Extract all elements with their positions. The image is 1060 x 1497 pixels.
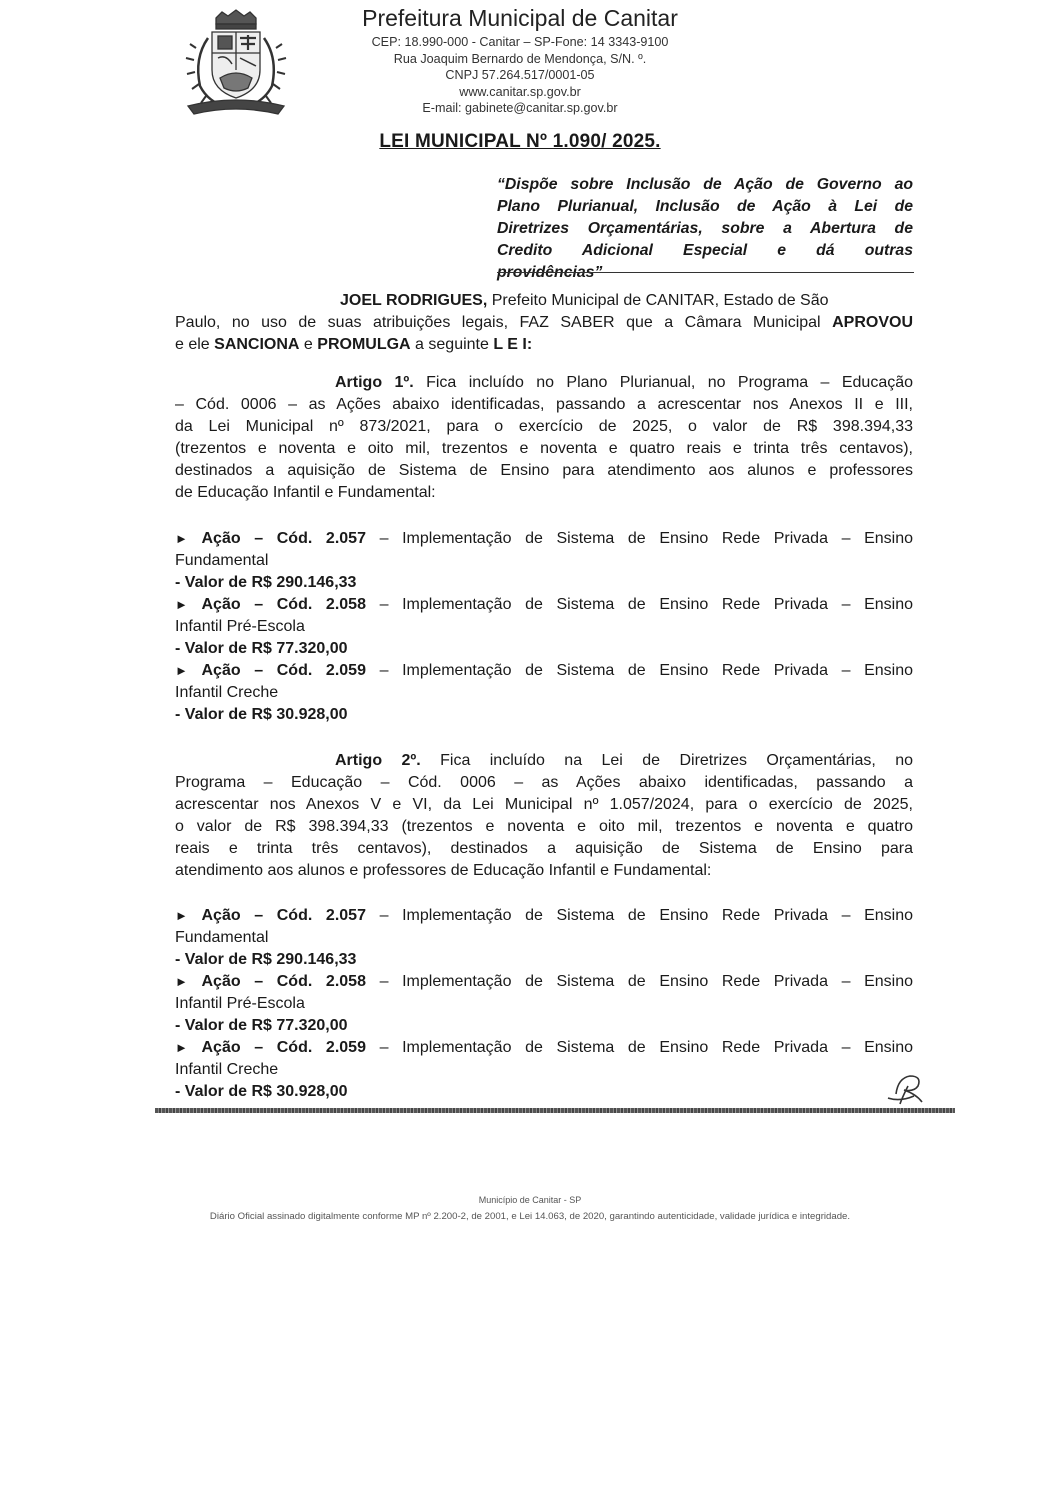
- action-code: 2.059: [325, 662, 366, 679]
- action-value: [175, 1015, 913, 1037]
- preamble-bold: APROVOU: [832, 314, 913, 331]
- signature-mark: [880, 1068, 940, 1108]
- action-code: 2.058: [325, 596, 366, 613]
- preamble-text: e: [299, 336, 318, 353]
- header-street: Rua Joaquim Bernardo de Mendonça, S/N. º.: [393, 51, 647, 66]
- article-line: destinados a aquisição de Sistema de Ensino para atendimento aos alunos e professores: [175, 462, 913, 479]
- article-line: de Educação Infantil e Fundamental:: [175, 484, 436, 501]
- action-line: Infantil Pré-Escola: [175, 995, 305, 1012]
- action-label: Ação – Cód.: [201, 662, 313, 679]
- action-label: Ação – Cód.: [201, 596, 313, 613]
- article-line: Programa – Educação – Cód. 0006 – as Ações abaixo identificadas, passando a: [175, 774, 913, 791]
- action-label: Ação – Cód.: [201, 1039, 313, 1056]
- preamble-line: [175, 334, 913, 356]
- action-value: [175, 704, 913, 726]
- header-website: www.canitar.sp.gov.br: [459, 84, 581, 99]
- action-line: [175, 905, 913, 927]
- action-desc: – Implementação de Sistema de Ensino Rede Privada – Ensino: [365, 907, 914, 924]
- preamble-text: Paulo, no uso de suas atribuições legais, FAZ SABER que a Câmara Municipal: [175, 314, 833, 331]
- ementa-line: Diretrizes Orçamentárias, sobre a Abertura de: [497, 220, 913, 237]
- action-value: [175, 638, 913, 660]
- actions-list: [175, 528, 913, 726]
- action-line: Fundamental: [175, 552, 269, 569]
- preamble-text: Prefeito Municipal de CANITAR, Estado de São: [487, 292, 829, 309]
- ementa-line: “Dispõe sobre Inclusão de Ação de Governo ao: [497, 176, 913, 193]
- article-1: [175, 372, 913, 504]
- action-value-text: - Valor de R$ 30.928,00: [175, 706, 348, 723]
- arrow-icon: ►: [175, 597, 188, 612]
- action-line: Infantil Pré-Escola: [175, 618, 305, 635]
- page-bottom-rule: [155, 1108, 955, 1113]
- preamble-bold: SANCIONA: [214, 336, 300, 353]
- action-desc: – Implementação de Sistema de Ensino Rede Privada – Ensino: [365, 662, 914, 679]
- article-label: Artigo 2º.: [335, 752, 421, 769]
- action-code: 2.059: [325, 1039, 366, 1056]
- arrow-icon: ►: [175, 908, 188, 923]
- action-value-text: - Valor de R$ 30.928,00: [175, 1083, 348, 1100]
- action-value-text: - Valor de R$ 290.146,33: [175, 951, 357, 968]
- ementa: [497, 174, 913, 284]
- preamble-line: [175, 312, 913, 334]
- action-desc: – Implementação de Sistema de Ensino Rede Privada – Ensino: [365, 596, 914, 613]
- footer-municipality: Município de Canitar - SP: [478, 1195, 582, 1205]
- action-value: [175, 1081, 913, 1103]
- action-line: [175, 971, 913, 993]
- action-line: [175, 660, 913, 682]
- article-text: Fica incluído na Lei de Diretrizes Orçamentárias, no: [420, 752, 914, 769]
- arrow-icon: ►: [175, 663, 188, 678]
- action-code: 2.057: [325, 907, 366, 924]
- preamble-text: e ele: [175, 336, 215, 353]
- action-value-text: - Valor de R$ 290.146,33: [175, 574, 357, 591]
- preamble-bold: PROMULGA: [317, 336, 411, 353]
- action-label: Ação – Cód.: [201, 530, 313, 547]
- law-title: LEI MUNICIPAL Nº 1.090/ 2025.: [379, 131, 661, 152]
- action-line: [175, 594, 913, 616]
- action-desc: – Implementação de Sistema de Ensino Rede Privada – Ensino: [365, 973, 914, 990]
- header-email: E-mail: gabinete@canitar.sp.gov.br: [422, 101, 618, 115]
- action-line: Infantil Creche: [175, 1061, 279, 1078]
- action-desc: – Implementação de Sistema de Ensino Rede Privada – Ensino: [365, 530, 914, 547]
- preamble: [175, 290, 913, 356]
- preamble-text: a seguinte: [410, 336, 494, 353]
- arrow-icon: ►: [175, 974, 188, 989]
- ementa-line: Credito Adicional Especial e dá outras: [497, 242, 913, 259]
- action-label: Ação – Cód.: [201, 907, 313, 924]
- article-line: reais e trinta três centavos), destinados a aquisição de Sistema de Ensino para: [175, 840, 913, 857]
- action-line: Infantil Creche: [175, 684, 279, 701]
- article-line: – Cód. 0006 – as Ações abaixo identificadas, passando a acrescentar nos Anexos II e III,: [175, 396, 913, 413]
- action-value-text: - Valor de R$ 77.320,00: [175, 640, 348, 657]
- action-code: 2.057: [325, 530, 366, 547]
- article-line: da Lei Municipal nº 873/2021, para o exercício de 2025, o valor de R$ 398.394,33: [175, 418, 913, 435]
- arrow-icon: ►: [175, 1040, 188, 1055]
- header-address-cep: CEP: 18.990-000 - Canitar – SP-Fone: 14 3343-9100: [371, 35, 669, 49]
- action-line: [175, 528, 913, 550]
- preamble-line: [175, 290, 913, 312]
- article-line: (trezentos e noventa e oito mil, trezentos e noventa e quatro reais e trinta três centavos),: [175, 440, 913, 457]
- ementa-line: providências”: [497, 264, 603, 281]
- action-label: Ação – Cód.: [201, 973, 313, 990]
- article-line: o valor de R$ 398.394,33 (trezentos e noventa e oito mil, trezentos e noventa e quatro: [175, 818, 913, 835]
- article-line: [175, 372, 913, 394]
- footer-digital-signature-note: Diário Oficial assinado digitalmente conforme MP nº 2.200-2, de 2001, e Lei 14.063, de 2020, garantindo autenticidade, validade jurídica e integridade.: [209, 1211, 851, 1222]
- article-label: Artigo 1º.: [335, 374, 414, 391]
- action-line: Fundamental: [175, 929, 269, 946]
- municipal-crest-logo: [178, 8, 294, 120]
- action-value-text: - Valor de R$ 77.320,00: [175, 1017, 348, 1034]
- action-value: [175, 949, 913, 971]
- article-2: [175, 750, 913, 882]
- article-line: atendimento aos alunos e professores de Educação Infantil e Fundamental:: [175, 862, 712, 879]
- arrow-icon: ►: [175, 531, 188, 546]
- action-value: [175, 572, 913, 594]
- article-line: acrescentar nos Anexos V e VI, da Lei Municipal nº 1.057/2024, para o exercício de 2025,: [175, 796, 913, 813]
- preamble-bold: L E I:: [493, 336, 533, 353]
- city-hall-name: Prefeitura Municipal de Canitar: [362, 5, 678, 31]
- ementa-line: Plano Plurianual, Inclusão de Ação à Lei de: [497, 198, 913, 215]
- header-cnpj: CNPJ 57.264.517/0001-05: [445, 68, 595, 82]
- action-code: 2.058: [325, 973, 366, 990]
- mayor-name: JOEL RODRIGUES,: [340, 292, 488, 309]
- ementa-underline: [497, 272, 914, 273]
- action-desc: – Implementação de Sistema de Ensino Rede Privada – Ensino: [365, 1039, 914, 1056]
- header-contact: [300, 34, 740, 117]
- actions-list: [175, 905, 913, 1103]
- article-line: [175, 750, 913, 772]
- article-text: Fica incluído no Plano Plurianual, no Programa – Educação: [413, 374, 914, 391]
- action-line: [175, 1037, 913, 1059]
